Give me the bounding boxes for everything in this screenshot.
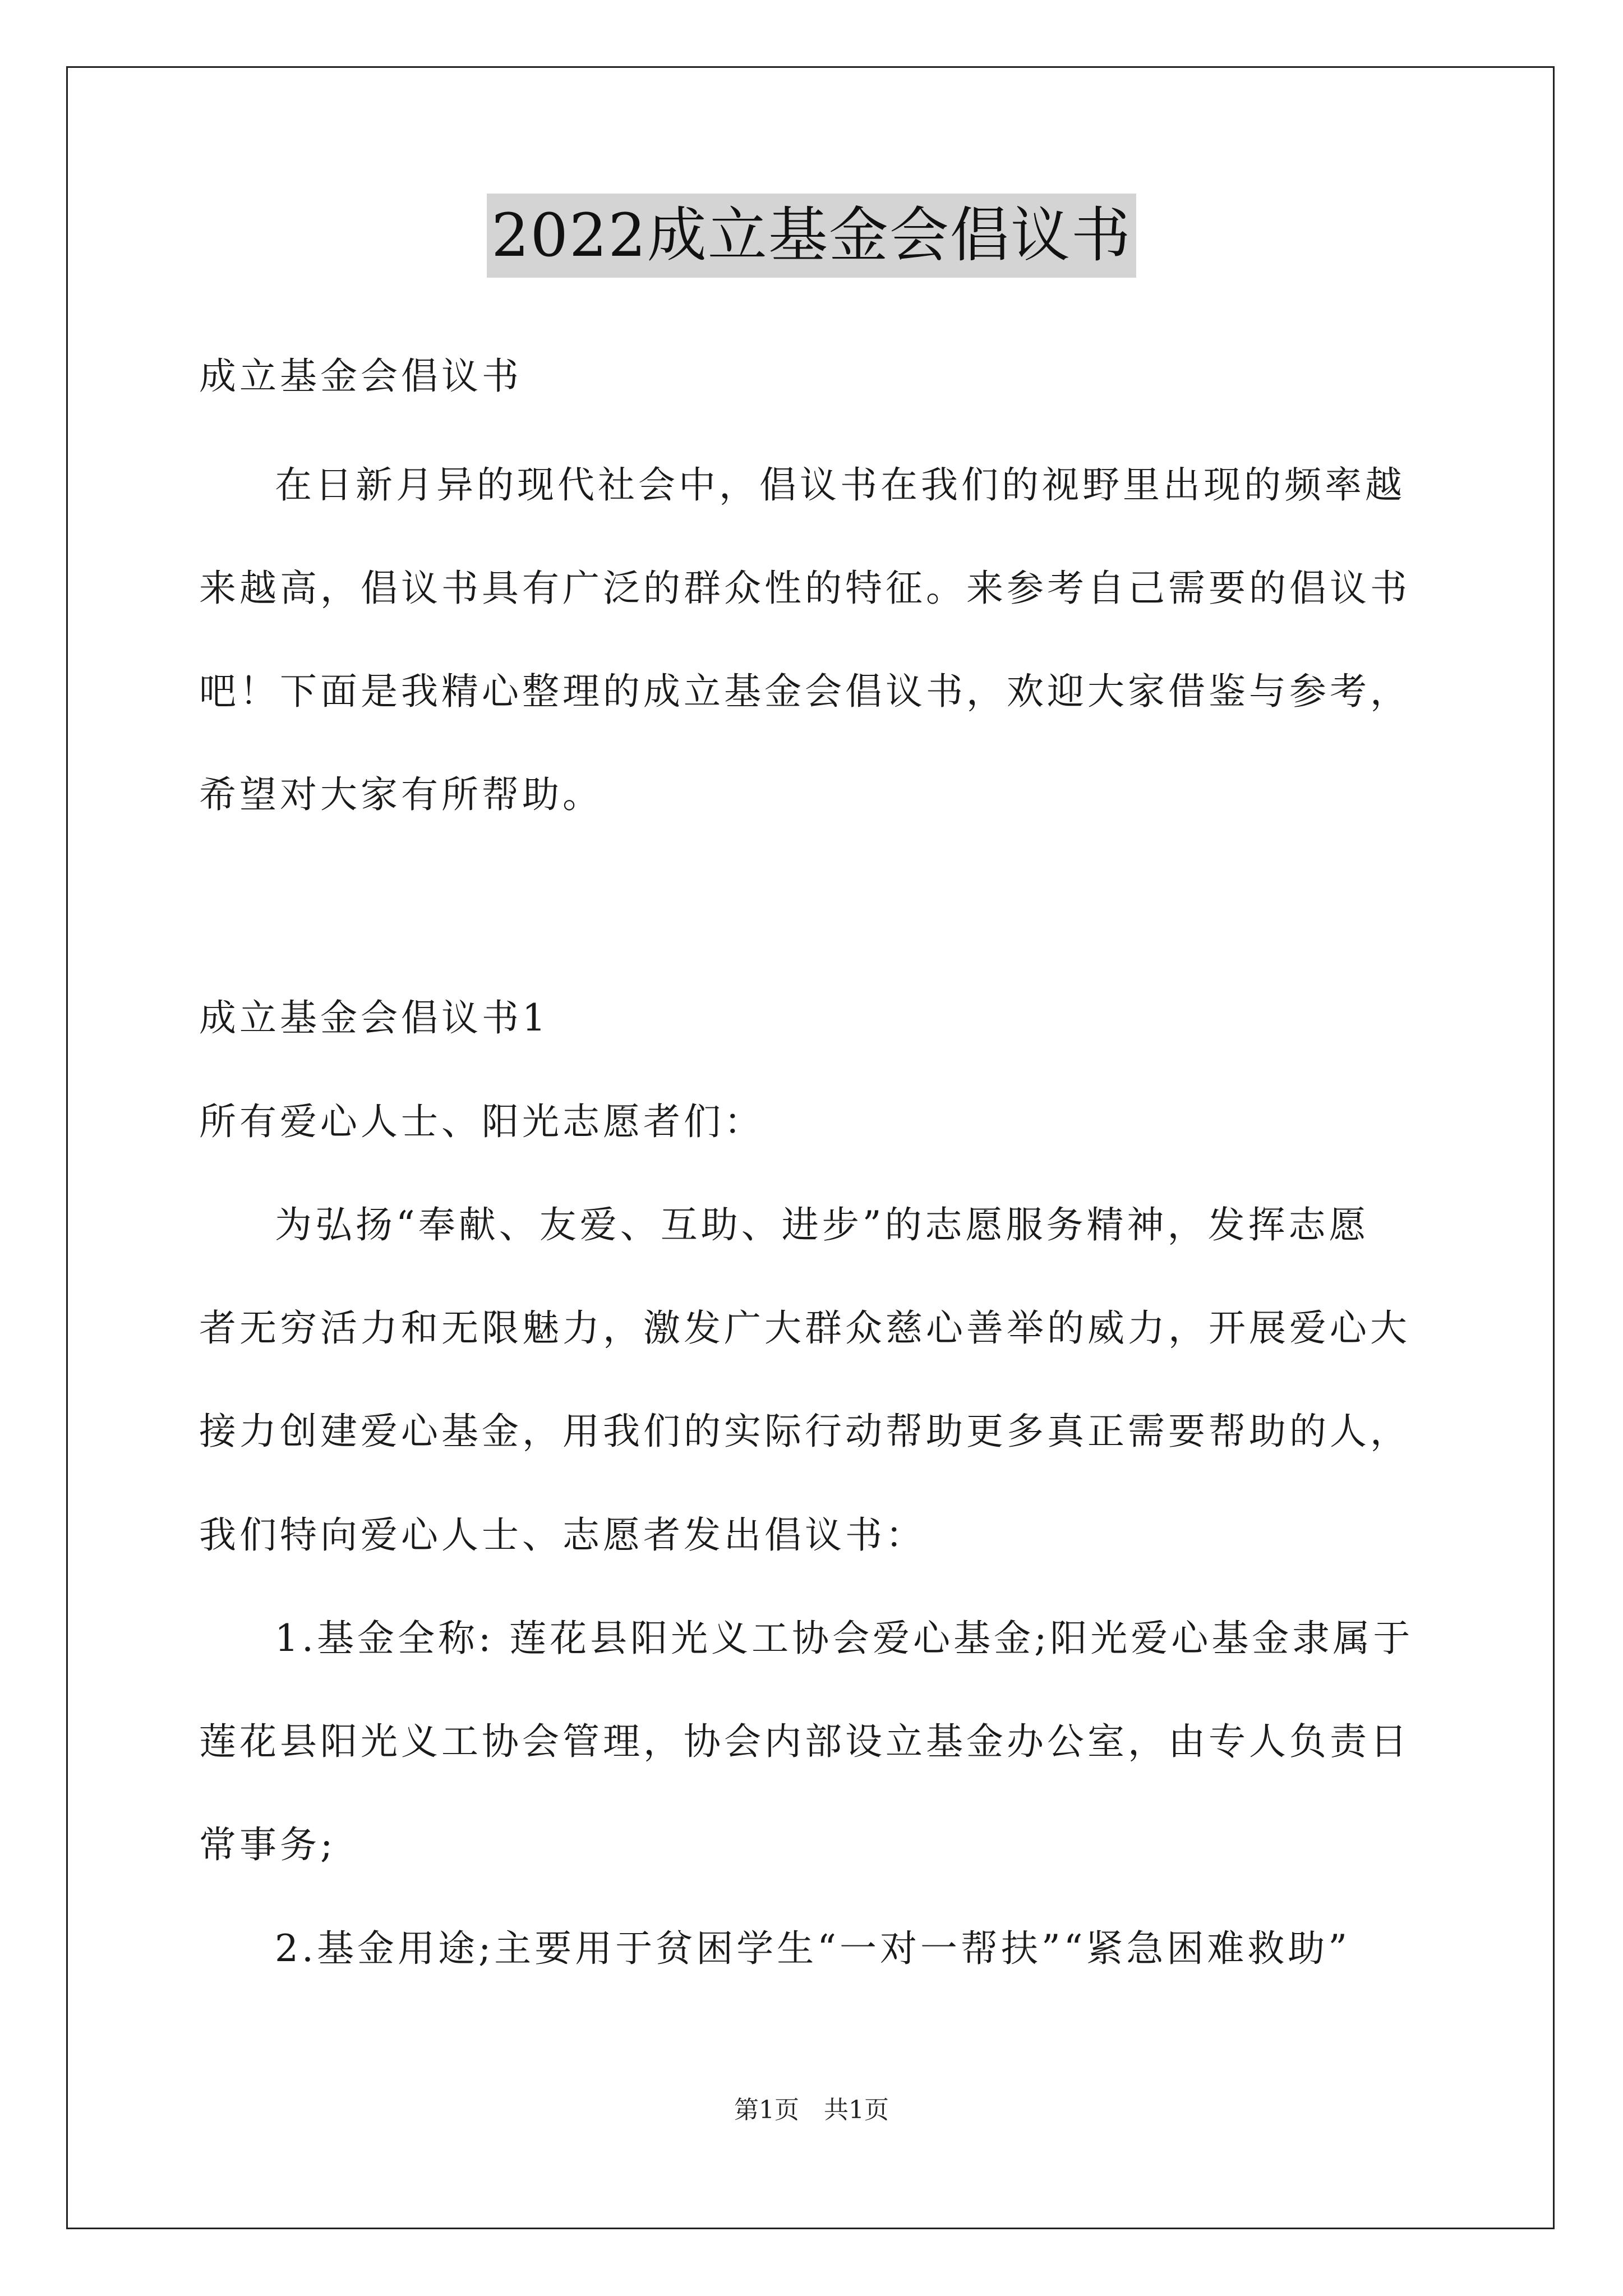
- paragraph-line: 接力创建爱心基金，用我们的实际行动帮助更多真正需要帮助的人，: [199, 1410, 1410, 1453]
- paragraph-line: 我们特向爱心人士、志愿者发出倡议书：: [199, 1513, 926, 1557]
- list-item-line: 常事务;: [199, 1823, 336, 1866]
- paragraph-line: 为弘扬“奉献、友爱、互助、进步”的志愿服务精神，发挥志愿: [275, 1203, 1370, 1246]
- paragraph-line: 来越高，倡议书具有广泛的群众性的特征。来参考自己需要的倡议书: [199, 567, 1410, 610]
- list-item-line: 莲花县阳光义工协会管理，协会内部设立基金办公室，由专人负责日: [199, 1720, 1410, 1763]
- list-item-line: 2.基金用途;主要用于贫困学生“一对一帮扶”“紧急困难救助”: [275, 1927, 1351, 1970]
- section-heading: 成立基金会倡议书: [199, 355, 522, 398]
- section-heading: 成立基金会倡议书1: [199, 996, 549, 1039]
- title-container: [0, 194, 1623, 278]
- paragraph-line: 希望对大家有所帮助。: [199, 773, 603, 816]
- paragraph-line: 在日新月异的现代社会中，倡议书在我们的视野里出现的频率越: [275, 463, 1405, 507]
- paragraph-line: 者无穷活力和无限魅力，激发广大群众慈心善举的威力，开展爱心大: [199, 1306, 1410, 1350]
- page-footer: 第1页 共1页: [734, 2096, 889, 2124]
- paragraph-line: 吧！下面是我精心整理的成立基金会倡议书，欢迎大家借鉴与参考，: [199, 670, 1410, 713]
- list-item-line: 1.基金全称: 莲花县阳光义工协会爱心基金;阳光爱心基金隶属于: [275, 1617, 1414, 1660]
- salutation: 所有爱心人士、阳光志愿者们：: [199, 1100, 764, 1143]
- document-title: 2022成立基金会倡议书: [487, 194, 1136, 278]
